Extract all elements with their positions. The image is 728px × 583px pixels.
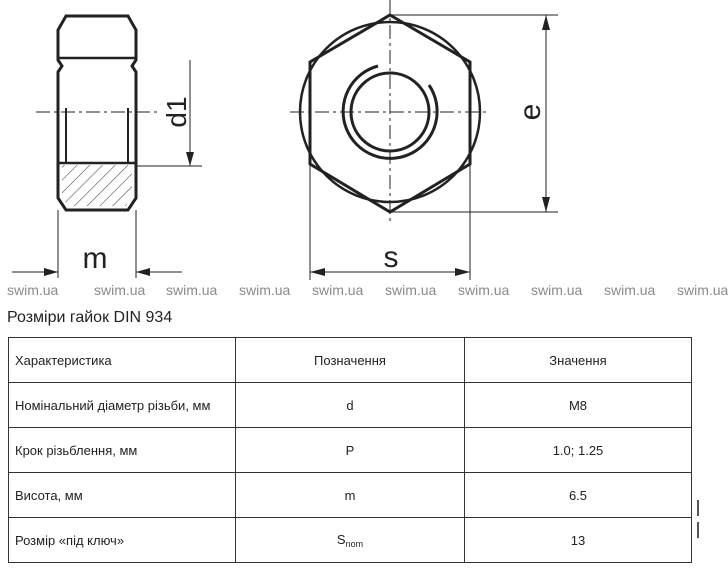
table-row (9, 428, 692, 473)
cell-symbol: P (236, 428, 465, 473)
dim-label-s: s (383, 241, 399, 274)
cell-characteristic: Розмір «під ключ» (9, 518, 236, 563)
watermark: swim.ua (531, 282, 583, 298)
cell-value: М8 (465, 383, 692, 428)
header-symbol: Позначення (236, 338, 465, 383)
side-view (12, 16, 202, 278)
cell-symbol: m (236, 473, 465, 518)
dim-label-m: m (82, 242, 108, 275)
watermark: swim.ua (458, 282, 510, 298)
table-row (9, 383, 692, 428)
cell-characteristic: Крок різьблення, мм (9, 428, 236, 473)
watermark: swim.ua (677, 282, 728, 298)
nut-technical-drawing (0, 0, 700, 282)
dim-label-e: e (514, 103, 547, 121)
table-row (9, 518, 692, 563)
watermark: swim.ua (166, 282, 218, 298)
cell-value: 1.0; 1.25 (465, 428, 692, 473)
front-view (290, 0, 558, 280)
cell-value: 13 (465, 518, 692, 563)
watermark: swim.ua (385, 282, 437, 298)
cell-characteristic: Номінальний діаметр різьби, мм (9, 383, 236, 428)
watermark: swim.ua (94, 282, 146, 298)
watermark: swim.ua (7, 282, 59, 298)
dimensions-table (8, 337, 692, 563)
cell-symbol (236, 518, 465, 563)
symbol-subscript: nom (345, 538, 364, 549)
watermark-row (0, 282, 728, 300)
table-row (9, 473, 692, 518)
table-caption: Розміри гайок DIN 934 (7, 309, 173, 326)
page-edge-marks (697, 500, 700, 540)
cell-characteristic: Висота, мм (9, 473, 236, 518)
watermark: swim.ua (604, 282, 656, 298)
table-header-row (9, 338, 692, 383)
cell-symbol: d (236, 383, 465, 428)
dim-label-d1: d1 (161, 96, 192, 128)
watermark: swim.ua (239, 282, 291, 298)
header-value: Значення (465, 338, 692, 383)
cell-value: 6.5 (465, 473, 692, 518)
symbol-main: S (336, 531, 346, 547)
watermark: swim.ua (312, 282, 364, 298)
header-characteristic: Характеристика (9, 338, 236, 383)
